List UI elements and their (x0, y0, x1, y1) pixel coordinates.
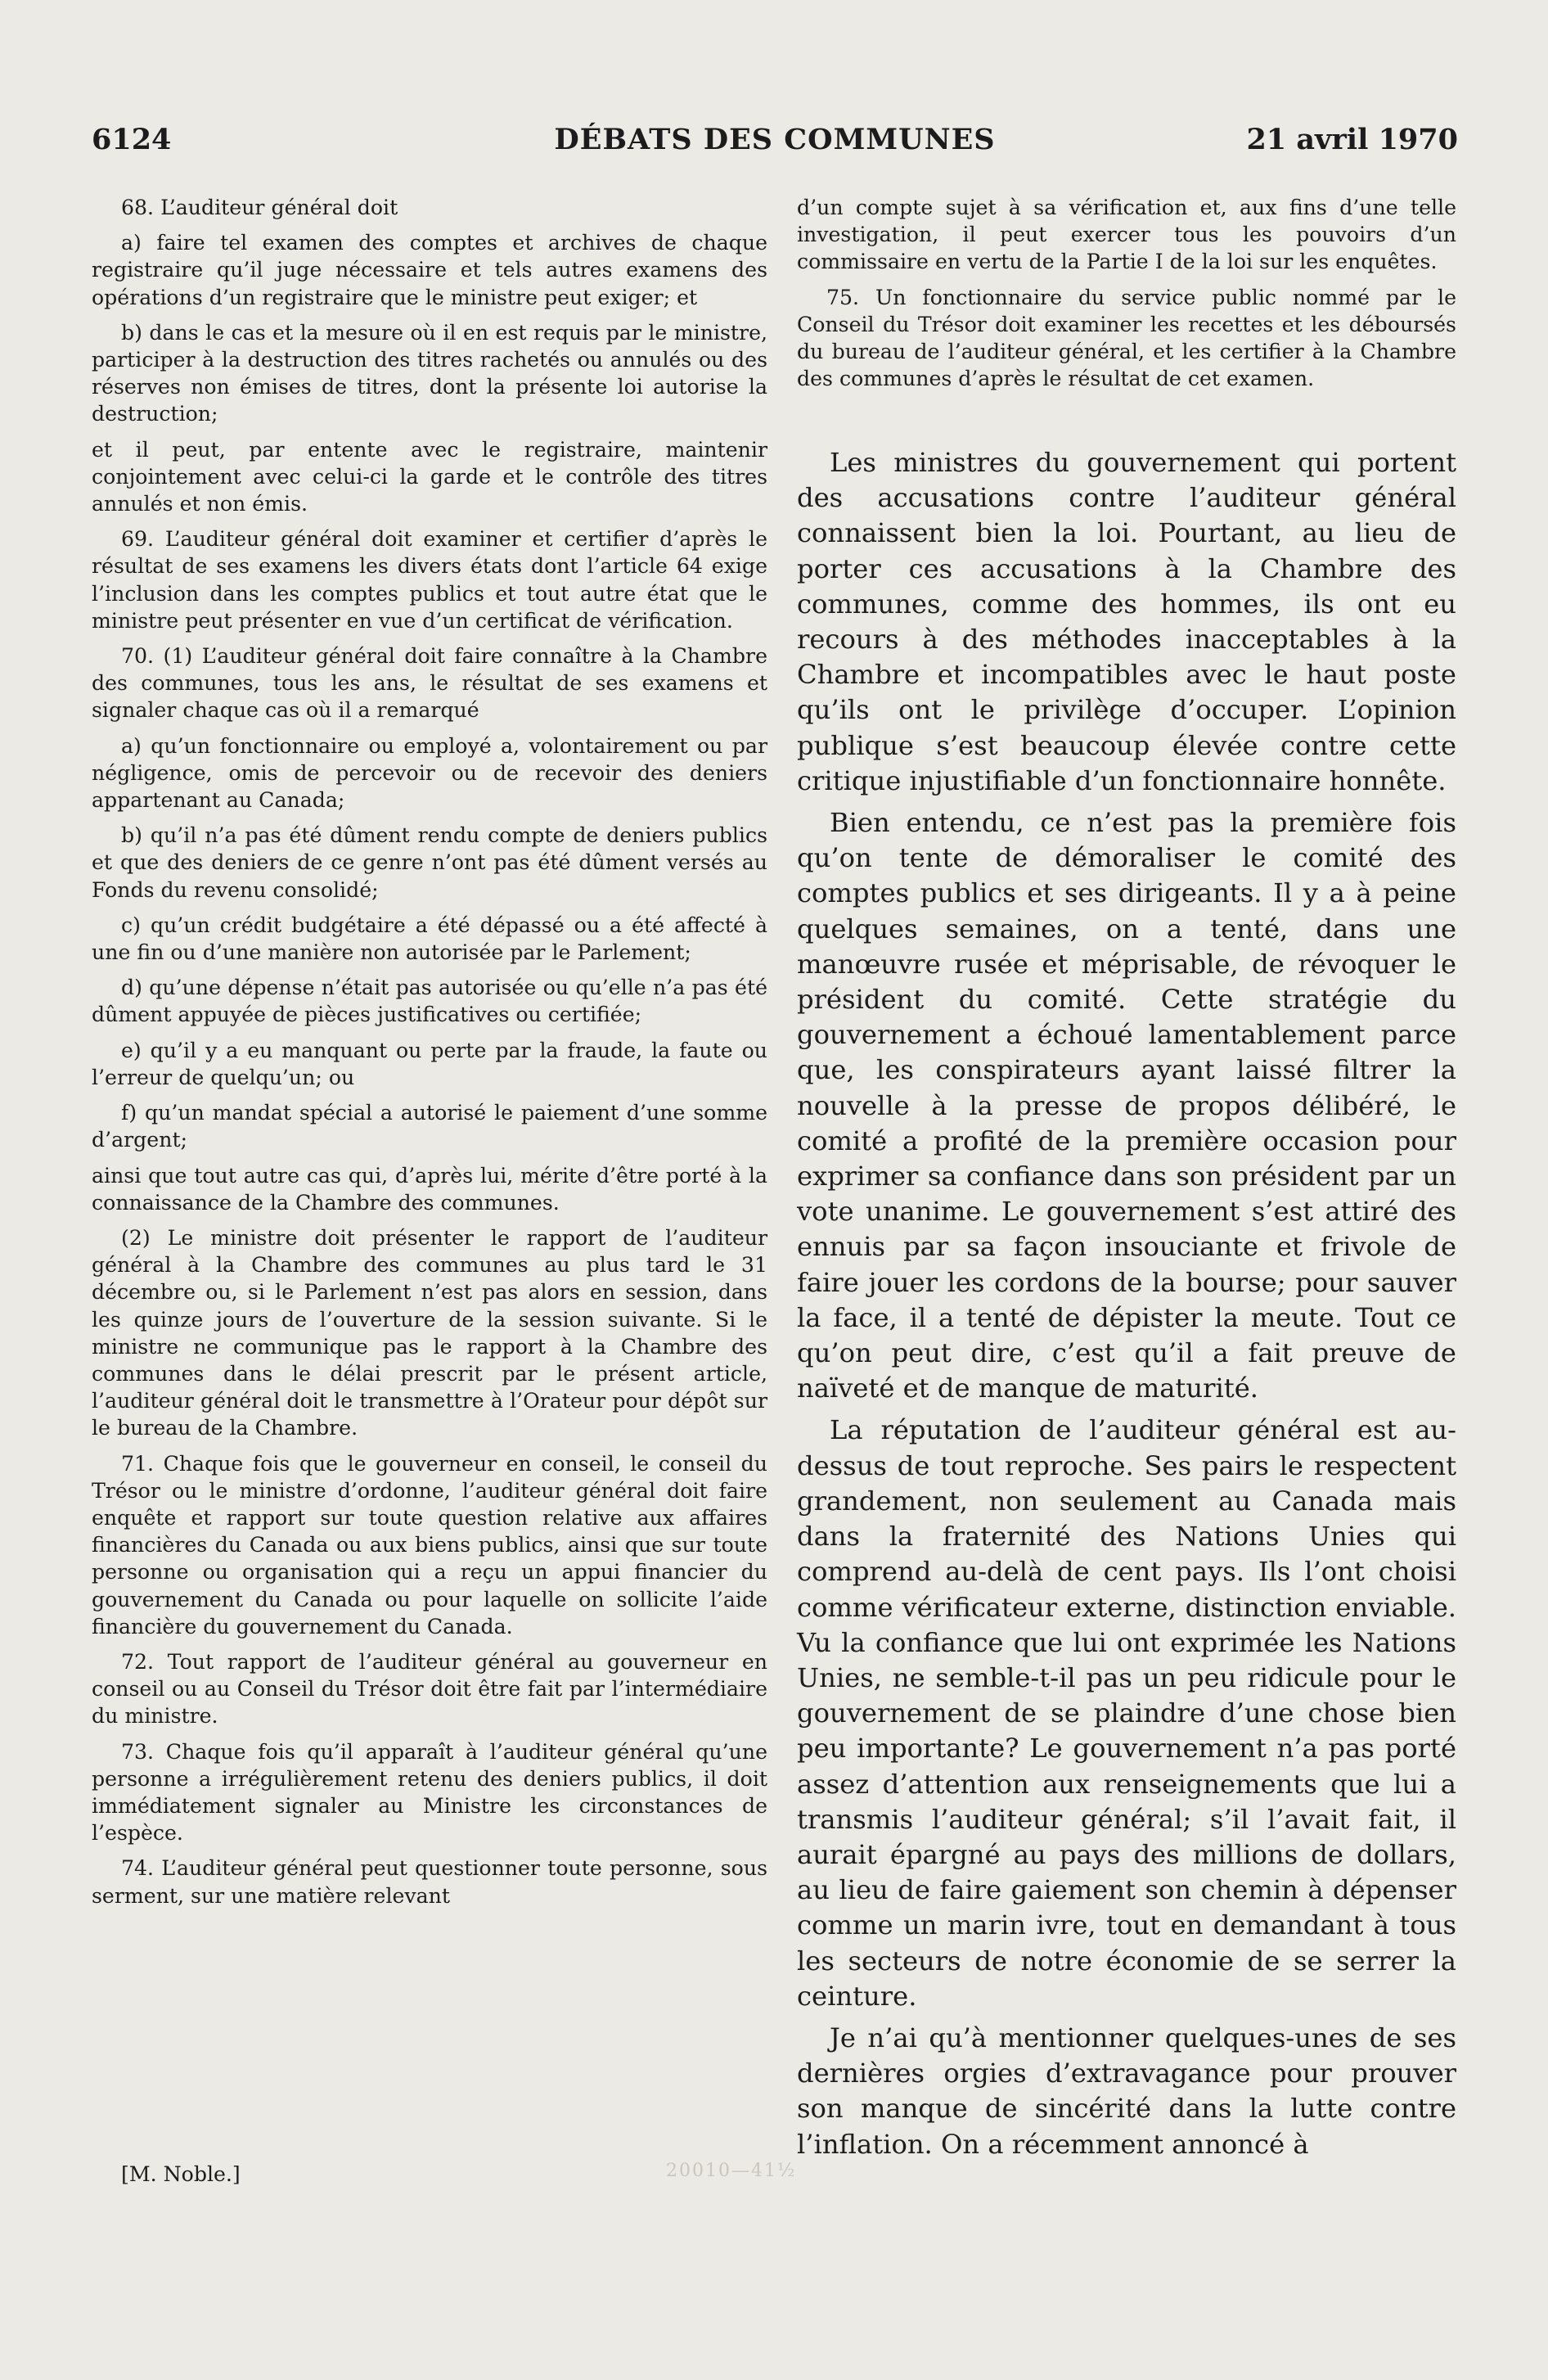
section-69: 69. L’auditeur général doit examiner et certifier d’après le résultat de ses examens les divers états dont l’article 64 exige l’inclusion dans les comptes publics et tout autre état que le ministre peut présenter en vue d’un certificat de vérification. (92, 527, 767, 633)
section-71: 71. Chaque fois que le gouverneur en conseil, le conseil du Trésor ou le ministre d’ordonne, l’auditeur général doit faire enquête et rapport sur toute question relative aux affaires financières du Canada ou aux biens publics, ainsi que sur toute personne ou organisation qui a reçu un appui financier du gouvernement du Canada ou pour laquelle on sollicite l’aide financière du gouvernement du Canada. (92, 1451, 767, 1639)
left-column (92, 194, 767, 1918)
section-70-b: b) qu’il n’a pas été dûment rendu compte de deniers publics et que des deniers de ce genre n’ont pas été dûment versés au Fonds du revenu consolidé; (92, 823, 767, 902)
section-68: 68. L’auditeur général doit (121, 196, 398, 219)
section-74-continued: d’un compte sujet à sa vérification et, aux fins d’une telle investigation, il peut exercer tous les pouvoirs d’un commissaire en vertu de la Partie I de la loi sur les enquêtes. (797, 196, 1456, 274)
section-68-b: b) dans le cas et la mesure où il en est requis par le ministre, participer à la destruction des titres rachetés ou annulés ou des réserves non émises de titres, dont la présente loi autorise la destruction; (92, 320, 767, 426)
page-header (92, 123, 1458, 172)
section-70-2: (2) Le ministre doit présenter le rapport de l’auditeur général à la Chambre des communes au plus tard le 31 décembre ou, si le Parlement n’est pas alors en session, dans les quinze jours de l’ouverture de la session suivante. Si le ministre ne communique pas le rapport à la Chambre des communes dans le délai prescrit par le présent article, l’auditeur général doit le transmettre à l’Orateur pour dépôt sur le bureau de la Chambre. (92, 1225, 767, 1440)
speech-paragraph: Je n’ai qu’à mentionner quelques-unes de ses dernières orgies d’extravagance pour prouver son manque de sincérité dans la lutte contre l’inflation. On a récemment annoncé à (797, 2022, 1456, 2160)
margin-mark: 20010—41½ (666, 2161, 797, 2181)
section-75: 75. Un fonctionnaire du service public nommé par le Conseil du Trésor doit examiner les recettes et les déboursés du bureau de l’auditeur général, et les certifier à la Chambre des communes d’après le résultat de cet examen. (797, 285, 1456, 391)
section-68-a: a) faire tel examen des comptes et archives de chaque registraire qu’il juge nécessaire et tels autres examens des opérations d’un registraire que le ministre peut exiger; et (92, 231, 767, 309)
page-date: 21 avril 1970 (1246, 123, 1458, 156)
page-number: 6124 (92, 123, 172, 156)
section-70-c: c) qu’un crédit budgétaire a été dépassé ou a été affecté à une fin ou d’une manière non autorisée par le Parlement; (92, 913, 767, 965)
speech-paragraph: Bien entendu, ce n’est pas la première fois qu’on tente de démoraliser le comité des comptes publics et ses dirigeants. Il y a à peine quelques semaines, on a tenté, dans une manœuvre rusée et méprisable, de révoquer le président du comité. Cette stratégie du gouvernement a échoué lamentablement parce que, les conspirateurs ayant laissé filtrer la nouvelle à la presse de propos délibéré, le comité a profité de la première occasion pour exprimer sa confiance dans son président par un vote unanime. Le gouvernement s’est attiré des ennuis par sa façon insouciante et frivole de faire jouer les cordons de la bourse; pour sauver la face, il a tenté de dépister la meute. Tout ce qu’on peut dire, c’est qu’il a fait preuve de naïveté et de manque de maturité. (797, 807, 1456, 1404)
running-title: DÉBATS DES COMMUNES (554, 123, 996, 156)
section-72: 72. Tout rapport de l’auditeur général au gouverneur en conseil ou au Conseil du Trésor doit être fait par l’intermédiaire du ministre. (92, 1649, 767, 1729)
section-74: 74. L’auditeur général peut questionner toute personne, sous serment, sur une matière relevant (92, 1856, 767, 1908)
section-70-tail: ainsi que tout autre cas qui, d’après lui, mérite d’être porté à la connaissance de la Chambre des communes. (92, 1163, 767, 1215)
right-column-speech (797, 445, 1456, 2169)
section-70-d: d) qu’une dépense n’était pas autorisée ou qu’elle n’a pas été dûment appuyée de pièces justificatives ou certifiée; (92, 976, 767, 1027)
speech-paragraph: La réputation de l’auditeur général est au-dessus de tout reproche. Ses pairs le respectent grandement, non seulement au Canada mais dans la fraternité des Nations Unies qui comprend au-delà de cent pays. Ils l’ont choisi comme vérificateur externe, distinction enviable. Vu la confiance que lui ont exprimée les Nations Unies, ne semble-t-il pas un peu ridicule pour le gouvernement de se plaindre d’une chose bien peu importante? Le gouvernement n’a pas porté assez d’attention aux renseignements que lui a transmis l’auditeur général; s’il l’avait fait, il aurait épargné au pays des millions de dollars, au lieu de faire gaiement son chemin à dépenser comme un marin ivre, tout en demandant à tous les secteurs de notre économie de se serrer la ceinture. (797, 1414, 1456, 2012)
section-70-f: f) qu’un mandat spécial a autorisé le paiement d’une somme d’argent; (92, 1101, 767, 1152)
section-73: 73. Chaque fois qu’il apparaît à l’auditeur général qu’une personne a irrégulièrement retenu des deniers publics, il doit immédiatement signaler au Ministre les circonstances de l’espèce. (92, 1739, 767, 1846)
right-column-quoted-text (797, 194, 1456, 400)
speech-paragraph: Les ministres du gouvernement qui portent des accusations contre l’auditeur général connaissent bien la loi. Pourtant, au lieu de porter ces accusations à la Chambre des communes, comme des hommes, ils ont eu recours à des méthodes inacceptables à la Chambre et incompatibles avec le haut poste qu’ils ont le privilège d’occuper. L’opinion publique s’est beaucoup élevée contre cette critique injustifiable d’un fonctionnaire honnête. (797, 447, 1456, 796)
speaker-attribution: [M. Noble.] (121, 2162, 241, 2186)
section-70-a: a) qu’un fonctionnaire ou employé a, volontairement ou par négligence, omis de percevoir ou de recevoir des deniers appartenant au Canada; (92, 733, 767, 813)
section-70-e: e) qu’il y a eu manquant ou perte par la fraude, la faute ou l’erreur de quelqu’un; ou (92, 1038, 767, 1089)
section-70-1: 70. (1) L’auditeur général doit faire connaître à la Chambre des communes, tous les ans, le résultat de ses examens et signaler chaque cas où il a remarqué (92, 644, 767, 723)
section-68-tail: et il peut, par entente avec le registraire, maintenir conjointement avec celui-ci la garde et le contrôle des titres annulés et non émis. (92, 437, 767, 516)
